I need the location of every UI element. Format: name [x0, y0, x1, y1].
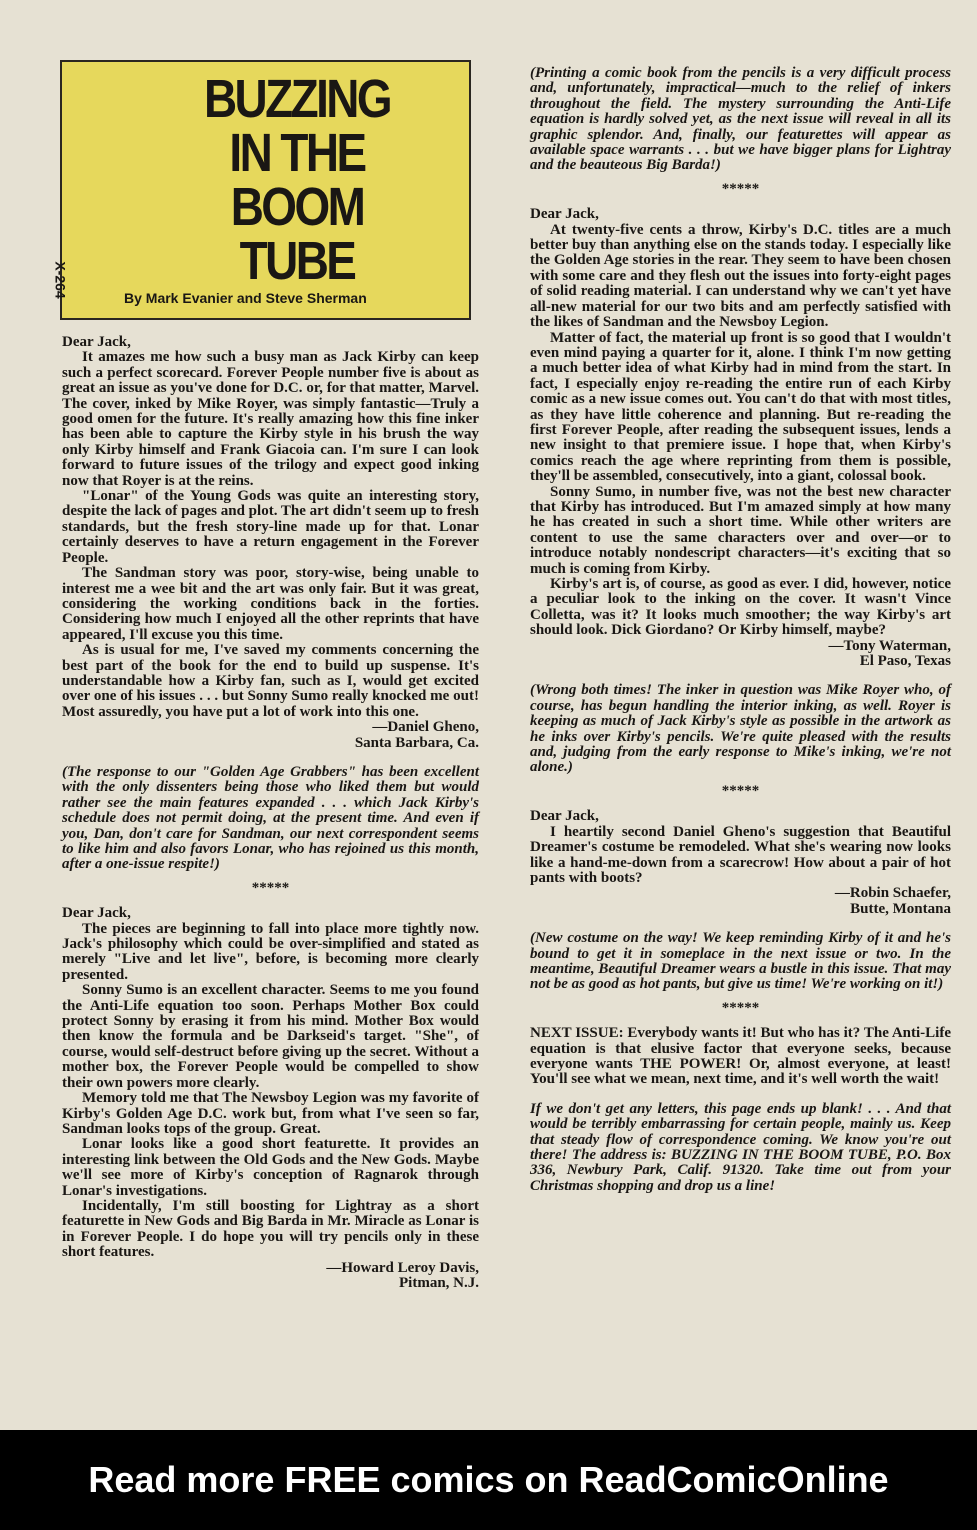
promo-banner[interactable]: Read more FREE comics on ReadComicOnline — [0, 1430, 977, 1530]
letter-paragraph: "Lonar" of the Young Gods was quite an interesting story, despite the lack of pages and plot. The art didn't seem up to fresh standards, but the fresh story-line made up for that. Lonar certainly deserves to have a return engagement in the Forever People. — [62, 488, 479, 566]
byline: By Mark Evanier and Steve Sherman — [124, 290, 367, 306]
editor-response: (Printing a comic book from the pencils is a very difficult process and, unfortunately, impractical—much to the relief of inkers throughout the field. The mystery surrounding the Anti-Life equation is hardly solved yet, as the next issue will reveal in all its graphic splendor. And, finally, our featurettes will appear as available space warrants . . . but we have bigger plans for Lightray and the beauteous Big Barda!) — [530, 65, 951, 174]
letter-location: Pitman, N.J. — [399, 1274, 479, 1291]
letter-paragraph: Sonny Sumo is an excellent character. Seems to me you found the Anti-Life equation too soon. Perhaps Mother Box could protect Sonny by erasing it from his mind. Mother Box would then know the formula and be Darkseid's target. "She", of course, would self-destruct before giving up the secret. Without a mother box, the Forever People would be compelled to show their own powers more clearly. — [62, 982, 479, 1091]
letter-salutation: Dear Jack, — [530, 206, 599, 223]
letter-location: Santa Barbara, Ca. — [354, 734, 479, 751]
letter-paragraph: I heartily second Daniel Gheno's suggestion that Beautiful Dreamer's costume be remodeled. What she's wearing now looks like a hand-me-down from a scarecrow! How about a pair of hot pants with boots? — [530, 823, 951, 886]
separator: ***** — [721, 999, 760, 1016]
letter-paragraph: It amazes me how such a busy man as Jack Kirby can keep such a perfect scorecard. Forever People number five is about as great an issue as you've done for D.C. or, for that matter, Marvel. The cover, inked by Mike Royer, was simply fantastic—Truly a good omen for the future. It's really amazing how this fine inker has been able to capture the Kirby style in his brush the way only Kirby himself and Frank Giacoia can. I'm sure I can look forward to future issues of the trilogy and expect good inking now that Royer is at the reins. — [62, 349, 479, 489]
editor-response: (The response to our "Golden Age Grabbers" has been excellent with the only dissenters being those who liked them but would rather see the main features expanded . . . which Jack Kirby's schedule does not permit doing, at the present time. And even if you, Dan, don't care for Sandman, our next correspondent seems to like him and also favors Lonar, who has rejoined us this month, after a one-issue respite!) — [62, 763, 479, 873]
letter-signature: —Tony Waterman, — [828, 637, 951, 654]
letter-paragraph: Lonar looks like a good short featurette. It provides an interesting link between the Old Gods and the New Gods. Maybe we'll see more of Kirby's conception of Ragnarok through Lonar's investigations. — [62, 1136, 479, 1199]
letter-salutation: Dear Jack, — [62, 905, 131, 922]
separator: ***** — [721, 782, 760, 799]
letter-paragraph: Incidentally, I'm still boosting for Lightray as a short featurette in New Gods and Big Barda in Mr. Miracle as Lonar is in Forever People. I do hope you will try pencils only in these short features. — [62, 1197, 479, 1261]
letter-paragraph: Sonny Sumo, in number five, was not the best new character that Kirby has introduced. But I'm amazed simply at how many he has created in such a short time. While other writers are content to use the same characters over and over—or to introduce notably nondescript characters—it's exciting that so much is coming from Kirby. — [530, 483, 951, 577]
letter-location: El Paso, Texas — [859, 653, 951, 670]
letter-paragraph: Memory told me that The Newsboy Legion was my favorite of Kirby's Golden Age D.C. work but, from what I've seen so far, Sandman looks tops of the group. Great. — [62, 1090, 479, 1137]
right-column — [530, 66, 951, 1194]
letter-paragraph: The Sandman story was poor, story-wise, being unable to interest me a wee bit and the art was only fair. But it was great, considering the working conditions back in the forties. Considering how much I enjoyed all the other reprints that have appeared, I'll excuse you this time. — [62, 565, 479, 643]
editor-response: (New costume on the way! We keep reminding Kirby of it and he's bound to get it in someplace in the next issue or two. In the meantime, Beautiful Dreamer wears a bustle in this issue. That may not be as good as hot pants, but give us time! We're working on it!) — [530, 930, 951, 993]
letter-signature: —Daniel Gheno, — [372, 719, 479, 736]
letter-paragraph: Matter of fact, the material up front is so good that I wouldn't even mind paying a quarter for it, alone. I think I'm now getting a much better idea of what Kirby had in mind from the start. In fact, I especially enjoy re-reading the entire run of each Kirby comic as a new issue comes out. You can't do that with most titles, as they have little coherence and planning. But re-reading the first Forever People, after reading the subsequent issues, lends a new insight to that premiere issue. I hope that, when Kirby's comics reach the age where reprinting from them is possible, they'll be assembled, consecutively, into a giant, colossal book. — [530, 329, 951, 485]
letter-signature: —Howard Leroy Davis, — [326, 1259, 479, 1276]
letter-signature: —Robin Schaefer, — [834, 885, 951, 902]
editor-response: (Wrong both times! The inker in question was Mike Royer who, of course, has begun handling the interior inking, as well. Royer is keeping as much of Jack Kirby's style as possible in the artwork as he inks over Kirby's pencils. We're quite pleased with the results and, judging from the early response to Mike's inking, we're not alone.) — [530, 682, 951, 776]
letter-paragraph: At twenty-five cents a throw, Kirby's D.C. titles are a much better buy than anything else on the stands today. I especially like the Golden Age stories in the rear. They seem to have been chosen with some care and they flesh out the issues into forty-eight pages of solid reading material. I can understand why we can't yet have all-new material for our two bits and am perfectly satisfied with the likes of Sandman and the Newsboy Legion. — [530, 221, 951, 331]
letter-paragraph: Kirby's art is, of course, as good as ever. I did, however, notice a peculiar look to the inking on the cover. It wasn't Vince Colletta, was it? It looks much smoother; the way Kirby's art should look. Dick Giordano? Or Kirby himself, maybe? — [530, 576, 951, 639]
letter-salutation: Dear Jack, — [62, 334, 131, 350]
separator: ***** — [721, 180, 760, 197]
letter-paragraph: The pieces are beginning to fall into place more tightly now. Jack's philosophy which could be over-simplified and stated as merely "Live and let live", before, is becoming more clearly presented. — [62, 920, 479, 983]
letter-salutation: Dear Jack, — [530, 808, 599, 825]
issue-code: X-264 — [52, 261, 69, 299]
letter-location: Butte, Montana — [850, 900, 951, 917]
separator: ***** — [251, 879, 290, 896]
left-column — [62, 335, 479, 1291]
closing-note: If we don't get any letters, this page ends up blank! . . . And that would be terribly embarrassing for certain people, mainly us. Keep that steady flow of correspondence coming. We know you're out there! The address is: BUZZING IN THE BOOM TUBE, P.O. Box 336, Newbury Park, Calif. 91320. Take time out from your Christmas shopping and drop us a line! — [530, 1100, 951, 1194]
page-title: BUZZING IN THE BOOM TUBE — [203, 69, 391, 291]
letter-paragraph: As is usual for me, I've saved my comments concerning the best part of the book for the end to build up suspense. It's understandable how a Kirby fan, such as I, would get excited over one of his issues . . . but Sonny Sumo really knocked me out! Most assuredly, you have put a lot of work into this one. — [62, 642, 479, 720]
title-box — [52, 60, 471, 320]
next-issue-blurb: NEXT ISSUE: Everybody wants it! But who has it? The Anti-Life equation is that elusive factor that everyone seeks, because everyone wants THE POWER! Or, almost everyone, at least! You'll see what we mean, next time, and it's well worth the wait! — [530, 1025, 951, 1088]
